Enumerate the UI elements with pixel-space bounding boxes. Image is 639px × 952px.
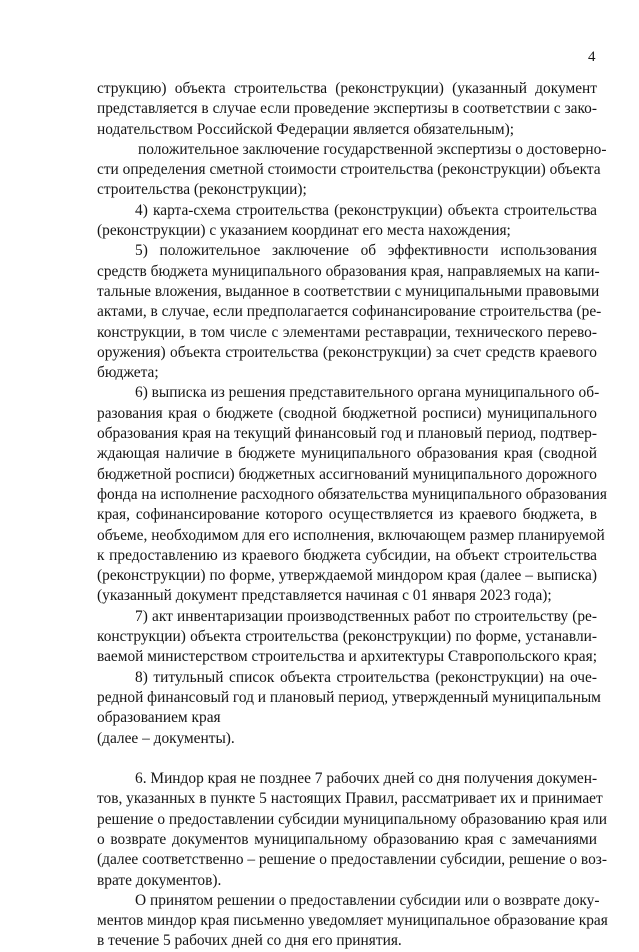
text-line: (далее соответственно – решение о предоставлении субсидии, решение о воз- bbox=[97, 851, 607, 869]
page-number: 4 bbox=[588, 49, 596, 65]
text-line: бюджета; bbox=[97, 364, 159, 382]
text-line: представляется в случае если проведение экспертизы в соответствии с зако- bbox=[97, 100, 597, 118]
text-line: конструкции) объекта строительства (реконструкции) по форме, устанавли- bbox=[97, 628, 597, 646]
text-line: строительства (реконструкции); bbox=[97, 181, 307, 199]
text-line: 6. Миндор края не позднее 7 рабочих дней со дня получения докумен- bbox=[135, 770, 598, 788]
text-line: образованием края bbox=[97, 709, 221, 727]
text-line: ваемой министерством строительства и архитектуры Ставропольского края; bbox=[97, 648, 597, 666]
text-line: тальные вложения, выданное в соответствии с муниципальными правовыми bbox=[97, 282, 600, 300]
paragraph-spacer bbox=[97, 749, 597, 769]
text-line: положительное заключение государственной экспертизы о достоверно- bbox=[138, 140, 607, 158]
text-line: о возврате документов муниципальному образованию края с замечаниями bbox=[97, 830, 597, 848]
text-line: 6) выписка из решения представительного органа муниципального об- bbox=[135, 384, 600, 402]
section-6-paragraph bbox=[97, 769, 607, 891]
text-line: оружения) объекта строительства (реконструкции) за счет средств краевого bbox=[97, 343, 597, 361]
text-line: О принятом решении о предоставлении субсидии или о возврате доку- bbox=[135, 891, 600, 909]
text-line: 8) титульный список объекта строительства (реконструкции) на оче- bbox=[135, 668, 597, 686]
text-line: тов, указанных в пункте 5 настоящих Правил, рассматривает их и принимает bbox=[97, 790, 603, 808]
list-item-6 bbox=[97, 383, 607, 606]
text-line: 5) положительное заключение об эффективности использования bbox=[135, 242, 597, 260]
list-item-5 bbox=[97, 241, 602, 383]
text-line: края, софинансирование которого осуществляется из краевого бюджета, в bbox=[97, 506, 597, 524]
text-line: разования края о бюджете (сводной бюджетной росписи) муниципального bbox=[97, 404, 597, 422]
text-line: 7) акт инвентаризации производственных работ по строительству (ре- bbox=[135, 607, 597, 625]
text-line: сти определения сметной стоимости строительства (реконструкции) объекта bbox=[97, 161, 601, 179]
text-line: актами, в случае, если предполагается софинансирование строительства (ре- bbox=[97, 303, 602, 321]
text-line: решение о предоставлении субсидии муниципальному образованию края или bbox=[97, 810, 607, 828]
text-line: в течение 5 рабочих дней со дня его принятия. bbox=[97, 932, 402, 950]
text-line: конструкции, в том числе с элементами реставрации, технического перево- bbox=[97, 323, 597, 341]
text-line: ждающая наличие в бюджете муниципального образования края (сводной bbox=[97, 445, 597, 463]
text-line: (указанный документ представляется начиная с 01 января 2023 года); bbox=[97, 587, 552, 605]
text-line: 4) карта-схема строительства (реконструкции) объекта строительства bbox=[135, 201, 597, 219]
text-line: струкцию) объекта строительства (реконструкции) (указанный документ bbox=[97, 80, 597, 97]
document-body bbox=[97, 79, 608, 952]
text-line: бюджетной росписи) бюджетных ассигнований муниципального дорожного bbox=[97, 465, 597, 483]
text-line: ментов миндор края письменно уведомляет муниципальное образование края bbox=[97, 912, 608, 930]
text-line: фонда на исполнение расходного обязательства муниципального образования bbox=[97, 485, 607, 503]
text-line: (далее – документы). bbox=[97, 729, 235, 747]
notification-paragraph bbox=[97, 891, 608, 952]
paragraph-expertise-conclusion bbox=[97, 140, 607, 201]
list-item-7 bbox=[97, 607, 597, 668]
list-item-8 bbox=[97, 668, 601, 749]
text-line: (реконструкции) с указанием координат его места нахождения; bbox=[97, 222, 511, 240]
text-line: к предоставлению из краевого бюджета субсидии, на объект строительства bbox=[97, 546, 597, 564]
text-line: нодательством Российской Федерации является обязательным); bbox=[97, 120, 515, 138]
text-line: образования края на текущий финансовый год и плановый период, подтвер- bbox=[97, 425, 597, 443]
text-line: средств бюджета муниципального образования края, направляемых на капи- bbox=[97, 262, 600, 280]
paragraph-continuation bbox=[97, 79, 597, 140]
text-line: врате документов). bbox=[97, 871, 222, 889]
text-line: объеме, необходимом для его исполнения, включающем размер планируемой bbox=[97, 526, 605, 544]
list-item-4 bbox=[97, 201, 597, 242]
text-line: редной финансовый год и плановый период, утвержденный муниципальным bbox=[97, 688, 601, 706]
text-line: (реконструкции) по форме, утверждаемой миндором края (далее – выписка) bbox=[97, 567, 597, 585]
